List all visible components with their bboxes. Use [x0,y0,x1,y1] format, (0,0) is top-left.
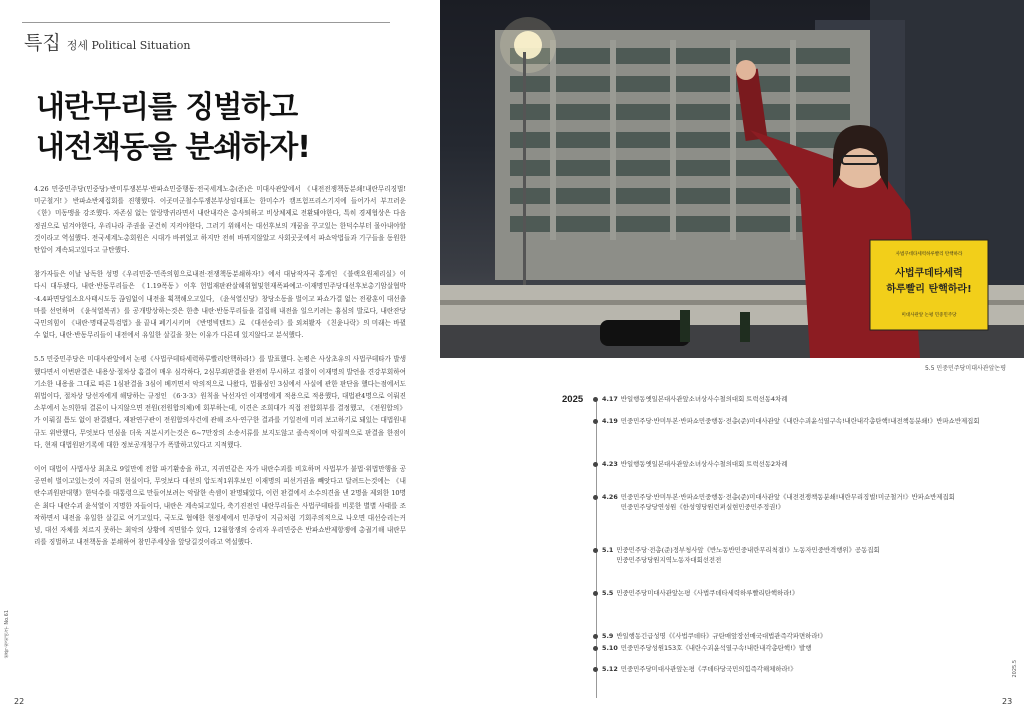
body-paragraph: 참가자들은 이날 낭독한 성명《우리민중·민족의힘으로내전·전쟁책동분쇄하자!》에서 대남작자국 홍게인 《블랙요원제리실》이 다시 대두됐다, 내란·반동무리들은 《1.19폭동》이후 헌법재판관살해위협및헌재폭파예고·이재명민주당대선후보총기암살협박·4.4파면당일소요사태시도등 끊임없이 내전을 획책해오고있다, 《윤석열신당》창당소동을 벌이고 파쇼가결 없는 전광훈이 대선출마를 선언하며 《윤석열복귀》를 공개방상하는것은 한층 내란·반동무리들을 결집해 내전을 일으키려는 흉심의 발로다, 내란잔당 국민의힘이 《내란·명태균특검법》을 끝내 폐기시키며 《반명빅텐트》로 《대선승리》를 외쳐봤자 《친윤나락》의 미래는 바뀔수 없다, 내란·반동무리들이 내전에서 유일한 살길을 찾는 이유가 다른데 있지않다고 분석했다. [34,270,406,340]
body-paragraph: 5.5 민중민주당은 미대사관앞에서 논평《사법쿠데타세력하루빨리탄핵하라!》를 발표했다. 논평은 사상초유의 사법쿠데타가 발생했다면서 이번판결은 내용상·절차상 흠결이 매우 심각하다, 2심무죄판결을 완전히 무시하고 검찰이 이재명의 발언을 견강부회하여 기소한 내용을 그대로 따른 1심판결을 3심이 베끼면서 악의적으로 나왔다, 법률심인 3심에서 사실에 관한 판단을 했다는점에서도 위법이다, 절차상 당선자에게 해당하는 규정인 《6·3·3》원칙을 낙선자인 이재명에게 적용으로 적용했다, 대법관4명으로 이뤄진 소부에서 논의한뒤 결론이 나지않으면 전원(전원합의체)에 회부하는데, 이견은 조희대가 직접 전합회부를 결정했고, 《전원합의》가 이뤄질 틈도 없이 판결됐다, 재판연구관이 전원합의사건에 관해 조사·연구한 결과를 기일전에 미리 보고하기로 돼있는 대법원내규도 위반했다, 무엇보다 민심을 더욱 저분시키는것은 6~7만장의 소송서류를 보지도않고 졸속적이며 악질적으로 판결을 한점이다, 현재 대법원판기록에 대한 정보공개청구가 폭발하고있다고 지적했다. [34,355,406,449]
timeline-entry [588,394,1008,404]
timeline-entry [588,545,1008,565]
timeline-date: 4.23 [602,460,618,468]
timeline-dot [593,646,598,651]
timeline-text: 민중민주당미대사관앞논평《쿠데타당국민의힘즉각해체하라!》 [620,665,797,673]
timeline-date: 4.26 [602,493,618,501]
timeline-entry [588,588,1008,598]
headline [36,88,416,168]
timeline-dot [593,495,598,500]
timeline-date: 4.19 [602,417,618,425]
timeline-dot [593,667,598,672]
timeline-dot [593,419,598,424]
timeline-date: 5.10 [602,644,618,652]
timeline-text: 반일행동긴급성명《《사법쿠데타》규탄매앞장선매국대법관즉각파면하라!》 [616,632,827,640]
headline-line-1: 내란무리를 징벌하고 [36,90,298,125]
timeline-dot [593,591,598,596]
timeline-text: 반일행동옛일본대사관앞소녀상사수철의대회 트럭선동4차례 [620,395,788,403]
timeline-text: 민중민주당미대사관앞논평《사법쿠데타세력하루빨리탄핵하라!》 [616,589,799,597]
timeline-year: 2025 [562,394,584,405]
right-page [440,0,1024,724]
timeline-text: 민중민주당·전총(준)정부청사앞《반노동반민중내란무리척결!》노동자민중반격행위》공동집회 민중민주당당원지역노동자대회선전전 [616,546,880,564]
timeline-date: 4.17 [602,395,618,403]
timeline-text: 민중민주당성원153호《내란수괴윤석열구속!내란내각총탄핵!》발행 [620,644,812,652]
timeline-dot [593,462,598,467]
photo-illustration [440,0,1024,358]
section-title: 특집 [24,32,61,54]
body-paragraph: 이어 대법이 사법사상 최초로 9일만에 전합 파기환송을 하고, 지귀연같은 자가 내란수괴를 비호하며 사법부가 불법·위법만행을 공공연히 벌이고있는것이 지금의 현실이다, 무엇보다 대선의 압도적1위후보인 이재명의 피선거권을 빼앗다고 달려드는것에는 《내란수괴원판대행》한덕수를 대통령으로 만들어보려는 악랄한 속셈이 판명돼있다, 이런 판결에서 소수의견을 낸 2명을 제외한 10명은 최다 내란수괴 윤석열이 지명한 자들이다, 내란은 계속되고있다, 축기진전인 내란무리들은 사법쿠데타를 비롯한 별별 사태를 조작하면서 내전을 유일한 살길로 여기고있다, 국도로 협애한 현정세에서 민주당이 지금처럼 기회주의적으로 나오면 대선승리는커녕, 대선 자체를 치르지 못하는 최악의 상황에 직면할수 있다, 12월항쟁의 승리자 우리민중은 반파쇼반제항쟁에 총궐기해 내란무리를 징벌하고 내전책동을 분쇄하여 참민주세상을 앞당길것이라고 역설했다. [34,465,406,547]
section-header [24,28,191,55]
sign-line-1: 사법쿠데타세력 [895,268,963,279]
timeline-dot [593,548,598,553]
timeline-entry [588,631,1008,641]
photo-caption: 5.5 민중민주당미대사관앞논평 [924,365,1006,372]
issue-side-label: 2025.5 [1012,660,1018,678]
page-number-left: 22 [14,697,25,706]
body-paragraph: 4.26 민중민주당(민중당)·반미투쟁본부·반파쇼민중행동·전국세계노총(준)은 미대사관앞에서 《내전전쟁책동분쇄!내란무리징벌!미군철거!》반파쇼반제집회를 진행했다. 이곳미군철수투쟁본부상임대표는 한미수가 캠프험프리스기지에 들어가서 부끄러운 《한》미동맹을 강조했다. 자존심 없는 알랑방귀라면서 내란내각은 총사퇴하고 비상체제로 전환돼야한다, 특히 경제협상은 다음 정권으로 넘겨야한다, 우리나라 주권을 굳건히 지켜야한다, 그러기 위해서는 대선후보의 개꿈을 꾸고있는 한덕수부터 몰아내야할것이라고 역설했다. 전국세계노총회원은 시대가 바뀌었고 하지만 전히 바뀌지않았고 사회곳곳에서 파쇼악법들과 기구들을 동원한 탄압이 계속되고있다고 규탄했다. [34,185,406,255]
timeline-entry [588,492,1008,512]
timeline-entry [588,643,1008,653]
timeline-dot [593,397,598,402]
timeline-entry [588,416,1008,426]
timeline-date: 5.12 [602,665,618,673]
timeline-text: 민중민주당·반미투본·반파쇼민중행동·전총(준)미대사관앞《내전전쟁책동분쇄!내란무리징벌!미군철거!》반파쇼반제집회 민중민주당당연성원《한성영당원런펴실현민중민주정권!》 [620,493,955,511]
article-body [34,183,406,560]
protest-photo [440,0,1024,358]
sign-small: 미대사관앞 논평 민중민주당 [901,313,957,318]
timeline-date: 5.9 [602,632,614,640]
page-number-right: 23 [1002,697,1013,706]
journal-side-label: 철학·정치연구 No.61 [4,610,10,658]
timeline-entry [588,459,1008,469]
timeline-date: 5.1 [602,546,614,554]
sign-line-2: 하루빨리 탄핵하라! [886,284,972,295]
headline-line-2: 내전책동을 분쇄하자! [36,130,310,165]
timeline-dot [593,634,598,639]
header-rule [22,22,390,23]
timeline-date: 5.5 [602,589,614,597]
sign-header: 사법쿠데타세력하루빨리 탄핵하라 [895,252,963,257]
timeline-entry [588,664,1008,674]
left-page [0,0,440,724]
section-subtitle: 정세 Political Situation [66,39,191,52]
timeline-text: 민중민주당·반미투본·반파쇼민중행동·전총(준)미대사관앞《내란수괴윤석열구속!내란내각총탄핵!내전책동분쇄!》반파쇼반제집회 [620,417,980,425]
timeline-text: 반일행동옛일본대사관앞소녀상사수철의대회 트럭선동2차례 [620,460,788,468]
